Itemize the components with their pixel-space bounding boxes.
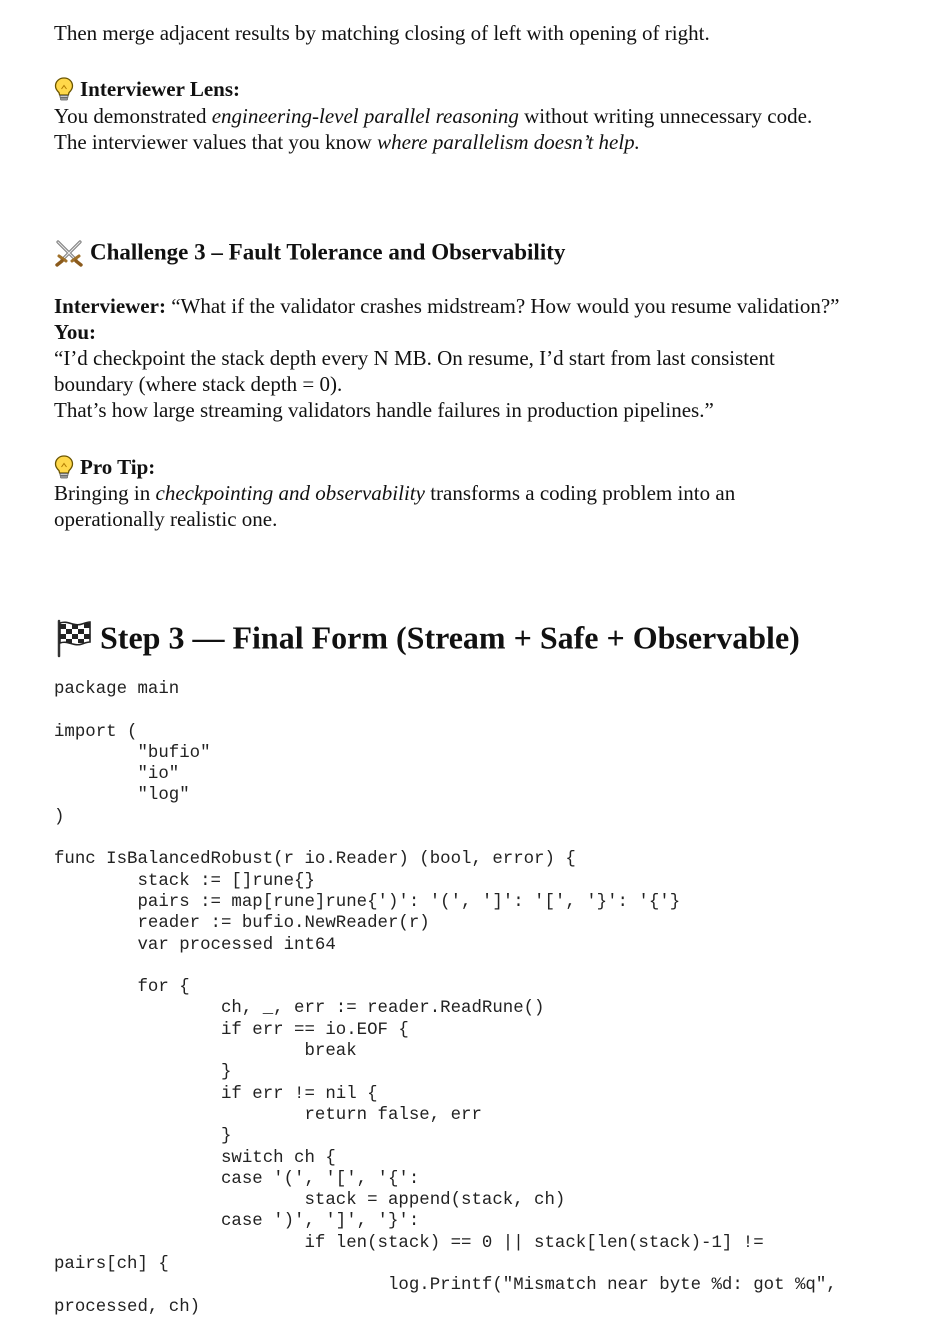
answer-line-3: That’s how large streaming validators handle failures in production pipelines.”: [54, 398, 714, 422]
code-block: package main import ( "bufio" "io" "log" ) func IsBalancedRobust(r io.Reader) (bool, error) { stack := []rune{} pairs := map[rune]rune{')': '(', ']': '[', '}': '{'} reader := bufio.NewReader(r) var processed int64 for { ch, _, err := reader.ReadRune() if err == io.EOF { break } if err != nil { return false, err } switch ch { case '(', '[', '{': stack = append(stack, ch) case ')', ']', '}': if len(stack) == 0 || stack[len(stack)-1] != pairs[ch] { log.Printf("Mismatch near byte %d: got %q", processed, ch): [54, 680, 837, 1317]
interviewer-lens-body: [54, 103, 914, 155]
lens-line2-emphasis: where parallelism doesn’t help.: [377, 130, 640, 154]
interviewer-lens-line-2: [54, 129, 914, 155]
pro-tip-title: Pro Tip:: [80, 455, 156, 480]
intro-paragraph: Then merge adjacent results by matching closing of left with opening of right.: [54, 21, 710, 45]
step-3-title: Step 3 — Final Form (Stream + Safe + Observable): [100, 619, 800, 656]
lens-line1-text-end: without writing unnecessary code.: [518, 104, 813, 128]
pro-tip-line-1: [54, 480, 814, 506]
crossed-swords-icon: [54, 239, 84, 267]
challenge-3-dialogue: [54, 293, 914, 423]
challenge-3-title: Challenge 3 – Fault Tolerance and Observability: [90, 239, 566, 265]
you-label-row: [54, 319, 914, 345]
you-label: You:: [54, 320, 97, 344]
answer-line-2: boundary (where stack depth = 0).: [54, 372, 343, 396]
lens-line2-text: The interviewer values that you know: [54, 130, 378, 154]
lightbulb-icon: [54, 77, 74, 101]
step-3-heading: [54, 612, 800, 660]
interviewer-lens-title: Interviewer Lens:: [80, 77, 240, 102]
lightbulb-icon: [54, 455, 74, 479]
pro-tip-line1-text: Bringing in: [54, 481, 156, 505]
interviewer-lens-line-1: [54, 103, 914, 129]
lens-line1-emphasis: engineering-level parallel reasoning: [211, 104, 519, 128]
lens-line1-text: You demonstrated: [54, 104, 212, 128]
pro-tip-line1-text-end: transforms a coding problem into an: [424, 481, 736, 505]
interviewer-question: [54, 293, 914, 319]
challenge-3-heading: [54, 236, 565, 268]
interviewer-lens-heading: [54, 74, 240, 102]
pro-tip-line-2: operationally realistic one.: [54, 507, 278, 531]
pro-tip-body: [54, 480, 814, 532]
interviewer-label: Interviewer:: [54, 294, 166, 318]
checkered-flag-icon: [54, 618, 94, 658]
pro-tip-heading: [54, 452, 155, 480]
interviewer-quote: “What if the validator crashes midstream? How would you resume validation?”: [165, 294, 840, 318]
answer-line-1: “I’d checkpoint the stack depth every N MB. On resume, I’d start from last consistent: [54, 346, 775, 370]
pro-tip-emphasis: checkpointing and observability: [155, 481, 425, 505]
